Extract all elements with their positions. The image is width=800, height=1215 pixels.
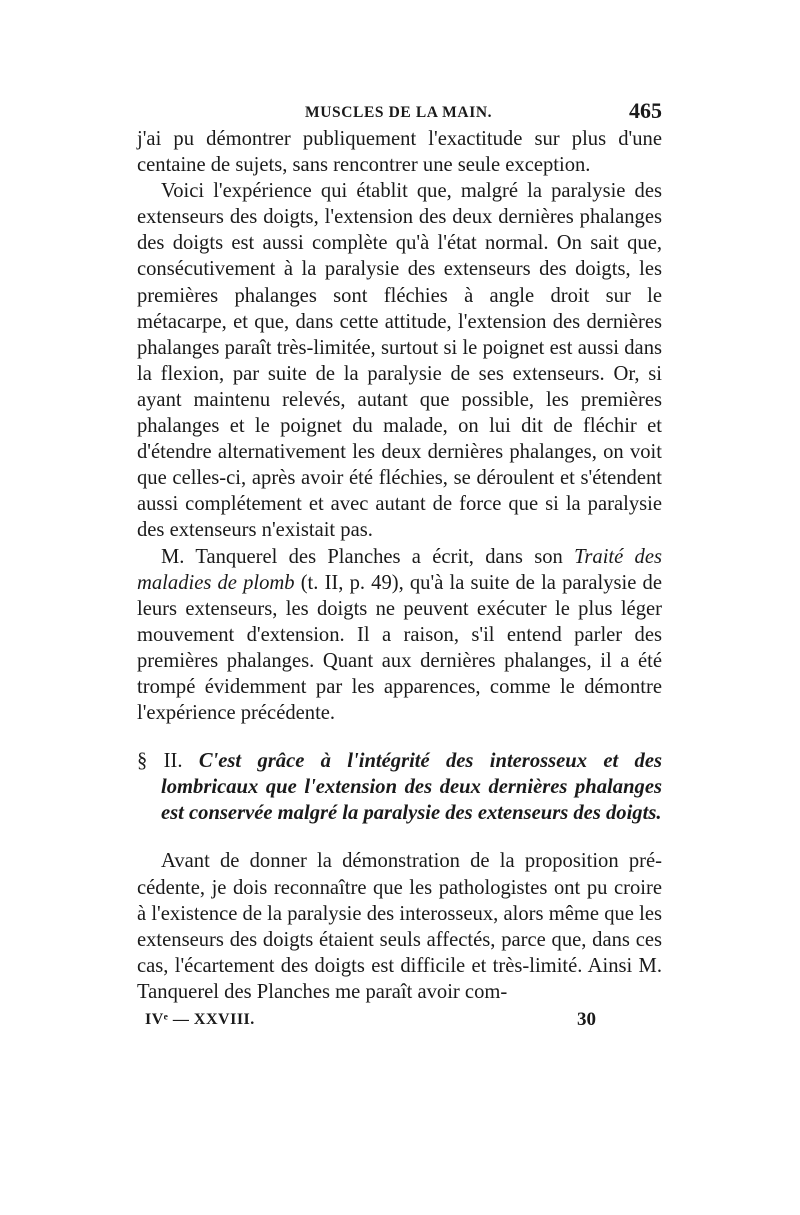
- paragraph-demonstration: Avant de donner la démonstration de la proposition précédente, je dois reconnaître que les pathologistes ont pu croire à l'existence de la paralysie des interosseux, alors même que les extenseurs des doigts étaient seuls affectés, parce que, dans ces cas, l'écartement des doigts est difficile et très-limité. Ainsi M. Tanquerel des Planches me paraît avoir com-: [137, 850, 662, 1003]
- section-heading: [137, 748, 662, 826]
- page-footer: [137, 1007, 662, 1035]
- running-head: [137, 96, 662, 126]
- paragraph-continuation: j'ai pu démontrer publiquement l'exactitude sur plus d'une centaine de sujets, sans rencontrer une seule exception.: [137, 128, 662, 177]
- body-text-continued: [137, 848, 662, 1005]
- running-title: MUSCLES DE LA MAIN.: [305, 104, 493, 121]
- treatise-title: Traité des maladies de plomb: [137, 545, 662, 594]
- page-number: 465: [629, 98, 662, 123]
- section-heading-text: C'est grâce à l'intégrité des interosseux et des lombricaux que l'extension des deux dernières phalanges est conservée malgré la paralysie des extenseurs des doigts.: [161, 750, 662, 825]
- sheet-number: 30: [577, 1009, 596, 1030]
- book-page: [137, 96, 662, 1035]
- tanquerel-text-before: M. Tanquerel des Planches a écrit, dans son: [161, 545, 575, 568]
- tanquerel-text-after: (t. II, p. 49), qu'à la suite de la paralysie de leurs extenseurs, les doigts ne peuvent exécuter le plus léger mouvement d'extension. Il a raison, s'il entend parler des premières phalanges. Quant aux dernières phalanges, il a été trompé évidemment par les apparences, comme le démontre l'expérience précédente.: [137, 571, 662, 725]
- signature-mark: IVᵉ — XXVIII.: [145, 1011, 255, 1028]
- body-text: [137, 126, 662, 726]
- paragraph-tanquerel: [137, 544, 662, 727]
- section-mark: § II.: [137, 750, 183, 773]
- paragraph-experiment: Voici l'expérience qui établit que, malgré la paralysie des extenseurs des doigts, l'extension des deux dernières phalanges des doigts est aussi complète qu'à l'état normal. On sait que, consécutivement à la paralysie des extenseurs des doigts, les premières phalanges sont fléchies à angle droit sur le métacarpe, et que, dans cette attitude, l'extension des dernières phalanges paraît très-limitée, surtout si le poignet est aussi dans la flexion, par suite de la paralysie de ses extenseurs. Or, si ayant maintenu relevés, autant que possible, les premières phalanges et le poignet du malade, on lui dit de fléchir et d'étendre alternativement les deux dernières phalanges, on voit que celles-ci, après avoir été fléchies, se déroulent et s'étendent aussi complétement et avec autant de force que si la paralysie des extenseurs n'existait pas.: [137, 180, 662, 542]
